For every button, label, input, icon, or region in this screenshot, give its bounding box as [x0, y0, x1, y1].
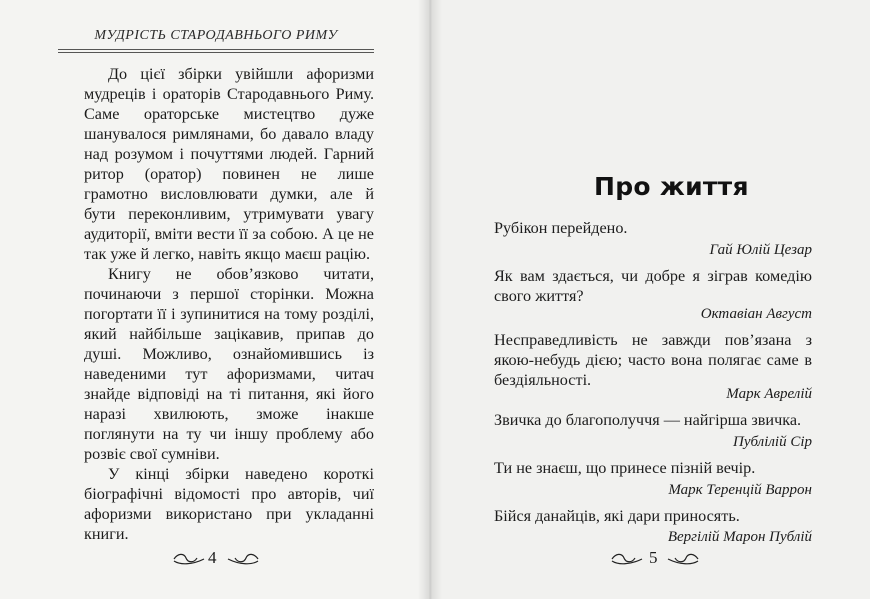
- left-page-ornament-left-icon: [172, 552, 206, 566]
- quote-5: Ти не знаєш, що принесе пізній вечір.: [494, 459, 756, 477]
- header-rule: [58, 49, 374, 53]
- running-header: МУДРІСТЬ СТАРОДАВНЬОГО РИМУ: [94, 28, 338, 43]
- quote-4-author: Публілій Сір: [733, 434, 812, 450]
- page-number-right: 5: [649, 548, 658, 567]
- quote-3-author: Марк Аврелій: [726, 386, 812, 402]
- intro-paragraph-2: Книгу не обов’язково читати, починаючи з першої сторінки. Можна погортати її і зупинитися на тому розділі, який найбільше зацікавив, припав до душі. Можливо, ознайомившись із наведеними тут афоризмами, читач знайде відповіді на ті питання, які його наразі хвилюють, зможе інакше поглянути на ту чи іншу проблему або розвіє свої сумніви.: [84, 265, 374, 463]
- right-page-ornament-left-icon: [610, 552, 644, 566]
- quote-1-author: Гай Юлій Цезар: [709, 242, 812, 258]
- section-title: Про життя: [594, 172, 749, 201]
- intro-text: [84, 64, 374, 544]
- right-page-ornament-right-icon: [666, 552, 700, 566]
- quote-4: Звичка до благополуччя — найгірша звичка.: [494, 411, 802, 429]
- book-gutter: [418, 0, 442, 599]
- left-page-ornament-right-icon: [226, 552, 260, 566]
- intro-paragraph-3: У кінці збірки наведено короткі біографічні відомості про авторів, чиї афоризми використано при укладанні книги.: [84, 465, 374, 543]
- quote-1: Рубікон перейдено.: [494, 219, 628, 237]
- quote-5-author: Марк Теренцій Варрон: [668, 482, 812, 498]
- quote-3: Несправедливість не завжди пов’язана з якою-небудь дією; часто вона полягає саме в бездіяльності.: [494, 331, 812, 389]
- quote-2: Як вам здається, чи добре я зіграв комедію свого життя?: [494, 267, 812, 305]
- quote-6: Бійся данайців, які дари приносять.: [494, 507, 740, 525]
- quote-2-author: Октавіан Август: [700, 306, 812, 322]
- page-number-left: 4: [208, 548, 217, 567]
- intro-paragraph-1: До цієї збірки увійшли афоризми мудреців і ораторів Стародавнього Риму. Саме ораторське мистецтво дуже шанувалося римлянами, бо давало владу над розумом і почуттями людей. Гарний ритор (оратор) повинен не лише грамотно висловлювати думки, але й бути переконливим, утримувати увагу аудиторії, вміти вести її за собою. А це не так уже й легко, навіть якщо маєш рацію.: [84, 65, 374, 263]
- quote-6-author: Вергілій Марон Публій: [667, 529, 812, 545]
